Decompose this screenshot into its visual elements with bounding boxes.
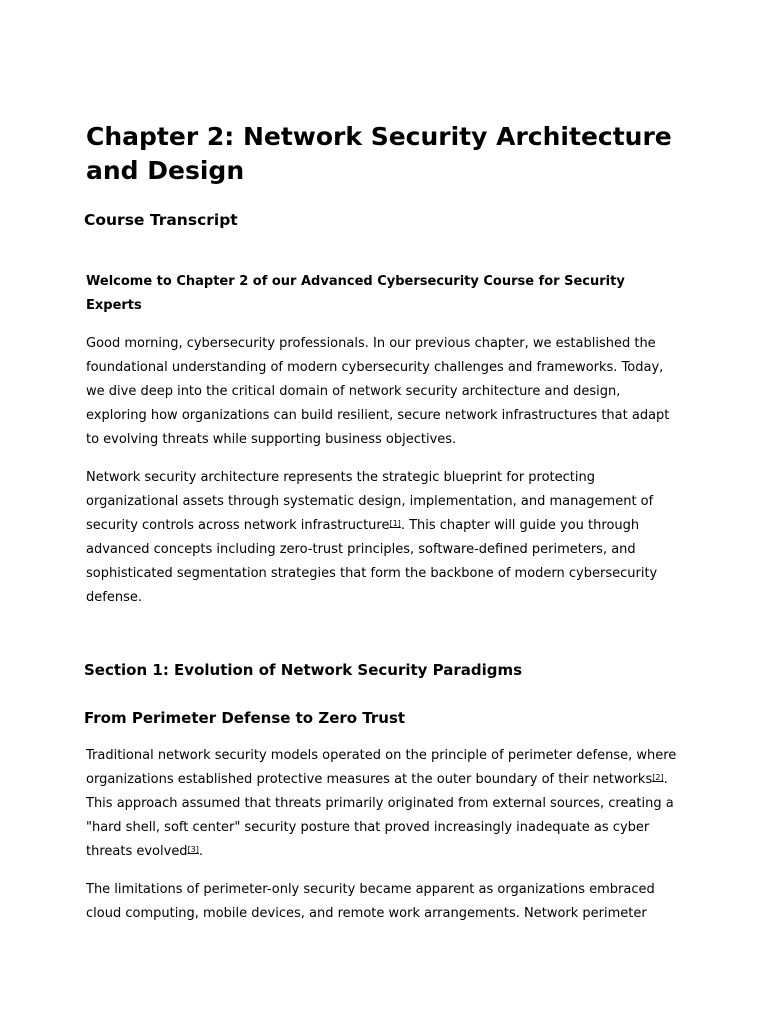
paragraph-text-segment: The limitations of perimeter-only security became apparent as organizations embraced cloud computing, mobile devices, and remote work arrangements. Network perimeter <box>86 882 655 921</box>
section-1-paragraph-1 <box>86 744 682 864</box>
section-1-subheading: From Perimeter Defense to Zero Trust <box>84 709 406 727</box>
paragraph-text-segment: Good morning, cybersecurity professionals. In our previous chapter, we established the foundational understanding of modern cybersecurity challenges and frameworks. Today, we dive deep into the critical domain of network security architecture and design, exploring how organizations can build resilient, secure network infrastructures that adapt to evolving threats while supporting business objectives. <box>86 336 670 447</box>
transcript-subtitle: Course Transcript <box>84 211 238 229</box>
footnote-link[interactable]: [1] <box>389 519 401 528</box>
footnote-link[interactable]: [2] <box>652 773 664 782</box>
welcome-lead: Welcome to Chapter 2 of our Advanced Cybersecurity Course for Security Experts <box>86 274 625 313</box>
paragraph-text-segment: . <box>198 844 204 859</box>
chapter-title: Chapter 2: Network Security Architecture and Design <box>86 122 672 185</box>
paragraph-text-segment: . This chapter will guide you through advanced concepts including zero-trust principles, software-defined perimeters, and sophisticated segmentation strategies that form the backbone of modern cybersecurity defense. <box>86 518 658 605</box>
intro-paragraph-2 <box>86 466 682 610</box>
section-1-paragraph-2 <box>86 878 682 926</box>
paragraph-text-segment: Traditional network security models operated on the principle of perimeter defense, where organizations established protective measures at the outer boundary of their networks <box>86 748 677 787</box>
section-1-heading: Section 1: Evolution of Network Security Paradigms <box>84 661 523 679</box>
footnote-link[interactable]: [3] <box>187 845 199 854</box>
intro-paragraph-1 <box>86 332 682 452</box>
paragraph-text-segment: . This approach assumed that threats primarily originated from external sources, creating a "hard shell, soft center" security posture that proved increasingly inadequate as cyber threats evolved <box>86 772 674 859</box>
paragraph-text-segment: Network security architecture represents the strategic blueprint for protecting organizational assets through systematic design, implementation, and management of security controls across network infrastructure <box>86 470 654 533</box>
